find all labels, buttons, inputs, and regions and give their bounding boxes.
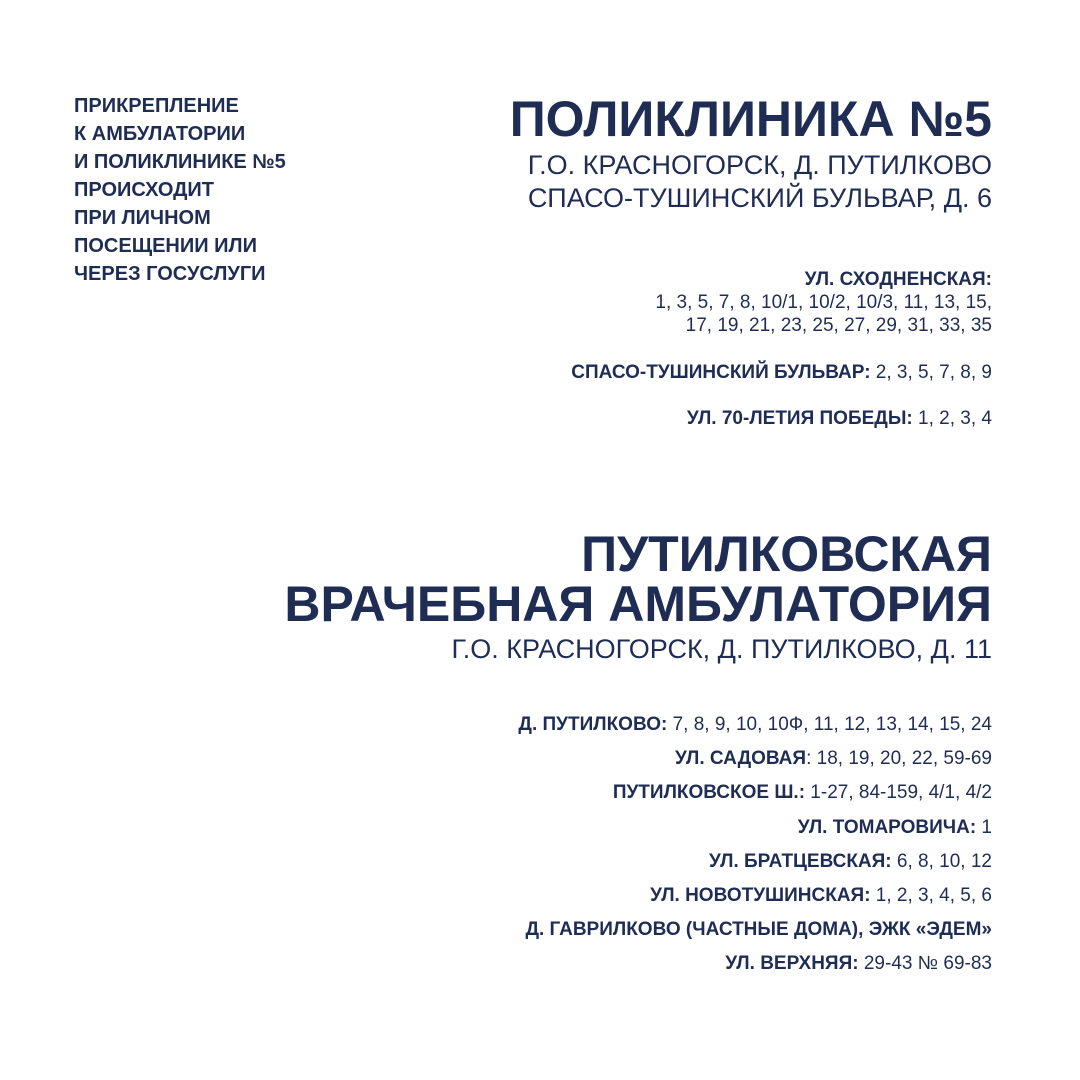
polyclinic-address-line: СПАСО-ТУШИНСКИЙ БУЛЬВАР, Д. 6 [527,183,992,213]
polyclinic-title: ПОЛИКЛИНИКА №5 [509,91,992,147]
street-values: 17, 19, 21, 23, 25, 27, 29, 31, 33, 35 [685,315,992,336]
polyclinic-address-line: Г.О. КРАСНОГОРСК, Д. ПУТИЛКОВО [527,150,992,180]
note-line: ПРОИСХОДИТ [74,179,215,201]
street-row: УЛ. БРАТЦЕВСКАЯ: 6, 8, 10, 12 [709,850,992,872]
street-row: Д. ГАВРИЛКОВО (ЧАСТНЫЕ ДОМА), ЭЖК «ЭДЕМ» [525,919,992,941]
ambulatory-address: Г.О. КРАСНОГОРСК, Д. ПУТИЛКОВО, Д. 11 [451,634,992,664]
note-line: ЧЕРЕЗ ГОСУСЛУГИ [74,263,266,285]
street-name: УЛ. СХОДНЕНСКАЯ: [804,269,992,290]
ambulatory-title-line: ВРАЧЕБНАЯ АМБУЛАТОРИЯ [284,576,992,632]
attachment-note [74,92,394,288]
note-line: ПРИ ЛИЧНОМ [74,207,211,229]
ambulatory-streets [518,713,992,987]
note-line: ПРИКРЕПЛЕНИЕ [74,95,239,117]
street-row: Д. ПУТИЛКОВО: 7, 8, 9, 10, 10Ф, 11, 12, 13, 14, 15, 24 [518,714,992,735]
street-row: ПУТИЛКОВСКОЕ Ш.: 1-27, 84-159, 4/1, 4/2 [612,782,992,804]
ambulatory-title [284,526,992,632]
note-line: К АМБУЛАТОРИИ [74,123,246,145]
note-line: И ПОЛИКЛИНИКЕ №5 [74,151,286,173]
street-row: УЛ. ТОМАРОВИЧА: 1 [797,816,992,838]
polyclinic-streets [571,268,992,430]
street-row: УЛ. САДОВАЯ: 18, 19, 20, 22, 59-69 [674,748,992,770]
note-line: ПОСЕЩЕНИИ ИЛИ [74,235,257,257]
street-row: УЛ. НОВОТУШИНСКАЯ: 1, 2, 3, 4, 5, 6 [650,884,992,906]
street-row: УЛ. 70-ЛЕТИЯ ПОБЕДЫ: 1, 2, 3, 4 [686,408,992,429]
street-row: УЛ. ВЕРХНЯЯ: 29-43 № 69-83 [725,953,992,975]
ambulatory-title-line: ПУТИЛКОВСКАЯ [581,526,992,582]
street-values: 1, 3, 5, 7, 8, 10/1, 10/2, 10/3, 11, 13, 15, [655,292,992,313]
polyclinic-address [528,149,992,215]
street-row: СПАСО-ТУШИНСКИЙ БУЛЬВАР: 2, 3, 5, 7, 8, 9 [571,362,992,383]
